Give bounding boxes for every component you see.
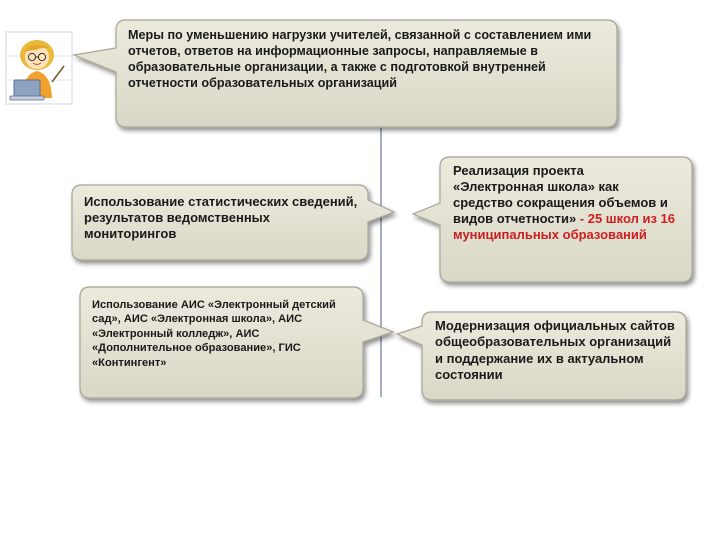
teacher-with-laptop-icon: [6, 32, 72, 104]
right-box-1-main-text: Реализация проекта «Электронная школа» как средство сокращения объемов и видов отчетности»: [453, 163, 668, 226]
right-box-1-highlight-text: - 25 школ из 16 муниципальных образований: [453, 210, 675, 242]
left-box-2-text: Использование АИС «Электронный детский сад», АИС «Электронная школа», АИС «Электронный колледж», АИС «Дополнительное образование», ГИС «Контингент»: [92, 299, 336, 369]
top-callout-text: Меры по уменьшению нагрузки учителей, связанной с составлением ими отчетов, ответов на информационные запросы, направляемые в образовательные организации, а также с подготовкой внутренней отчетности образовательных организаций: [128, 28, 592, 91]
right-box-1-text: [453, 163, 678, 243]
left-box-1-text: Использование статистических сведений, результатов ведомственных мониторингов: [84, 194, 358, 241]
right-box-2-text: Модернизация официальных сайтов общеобразовательных организаций и поддержание их в актуальном состоянии: [435, 318, 675, 382]
